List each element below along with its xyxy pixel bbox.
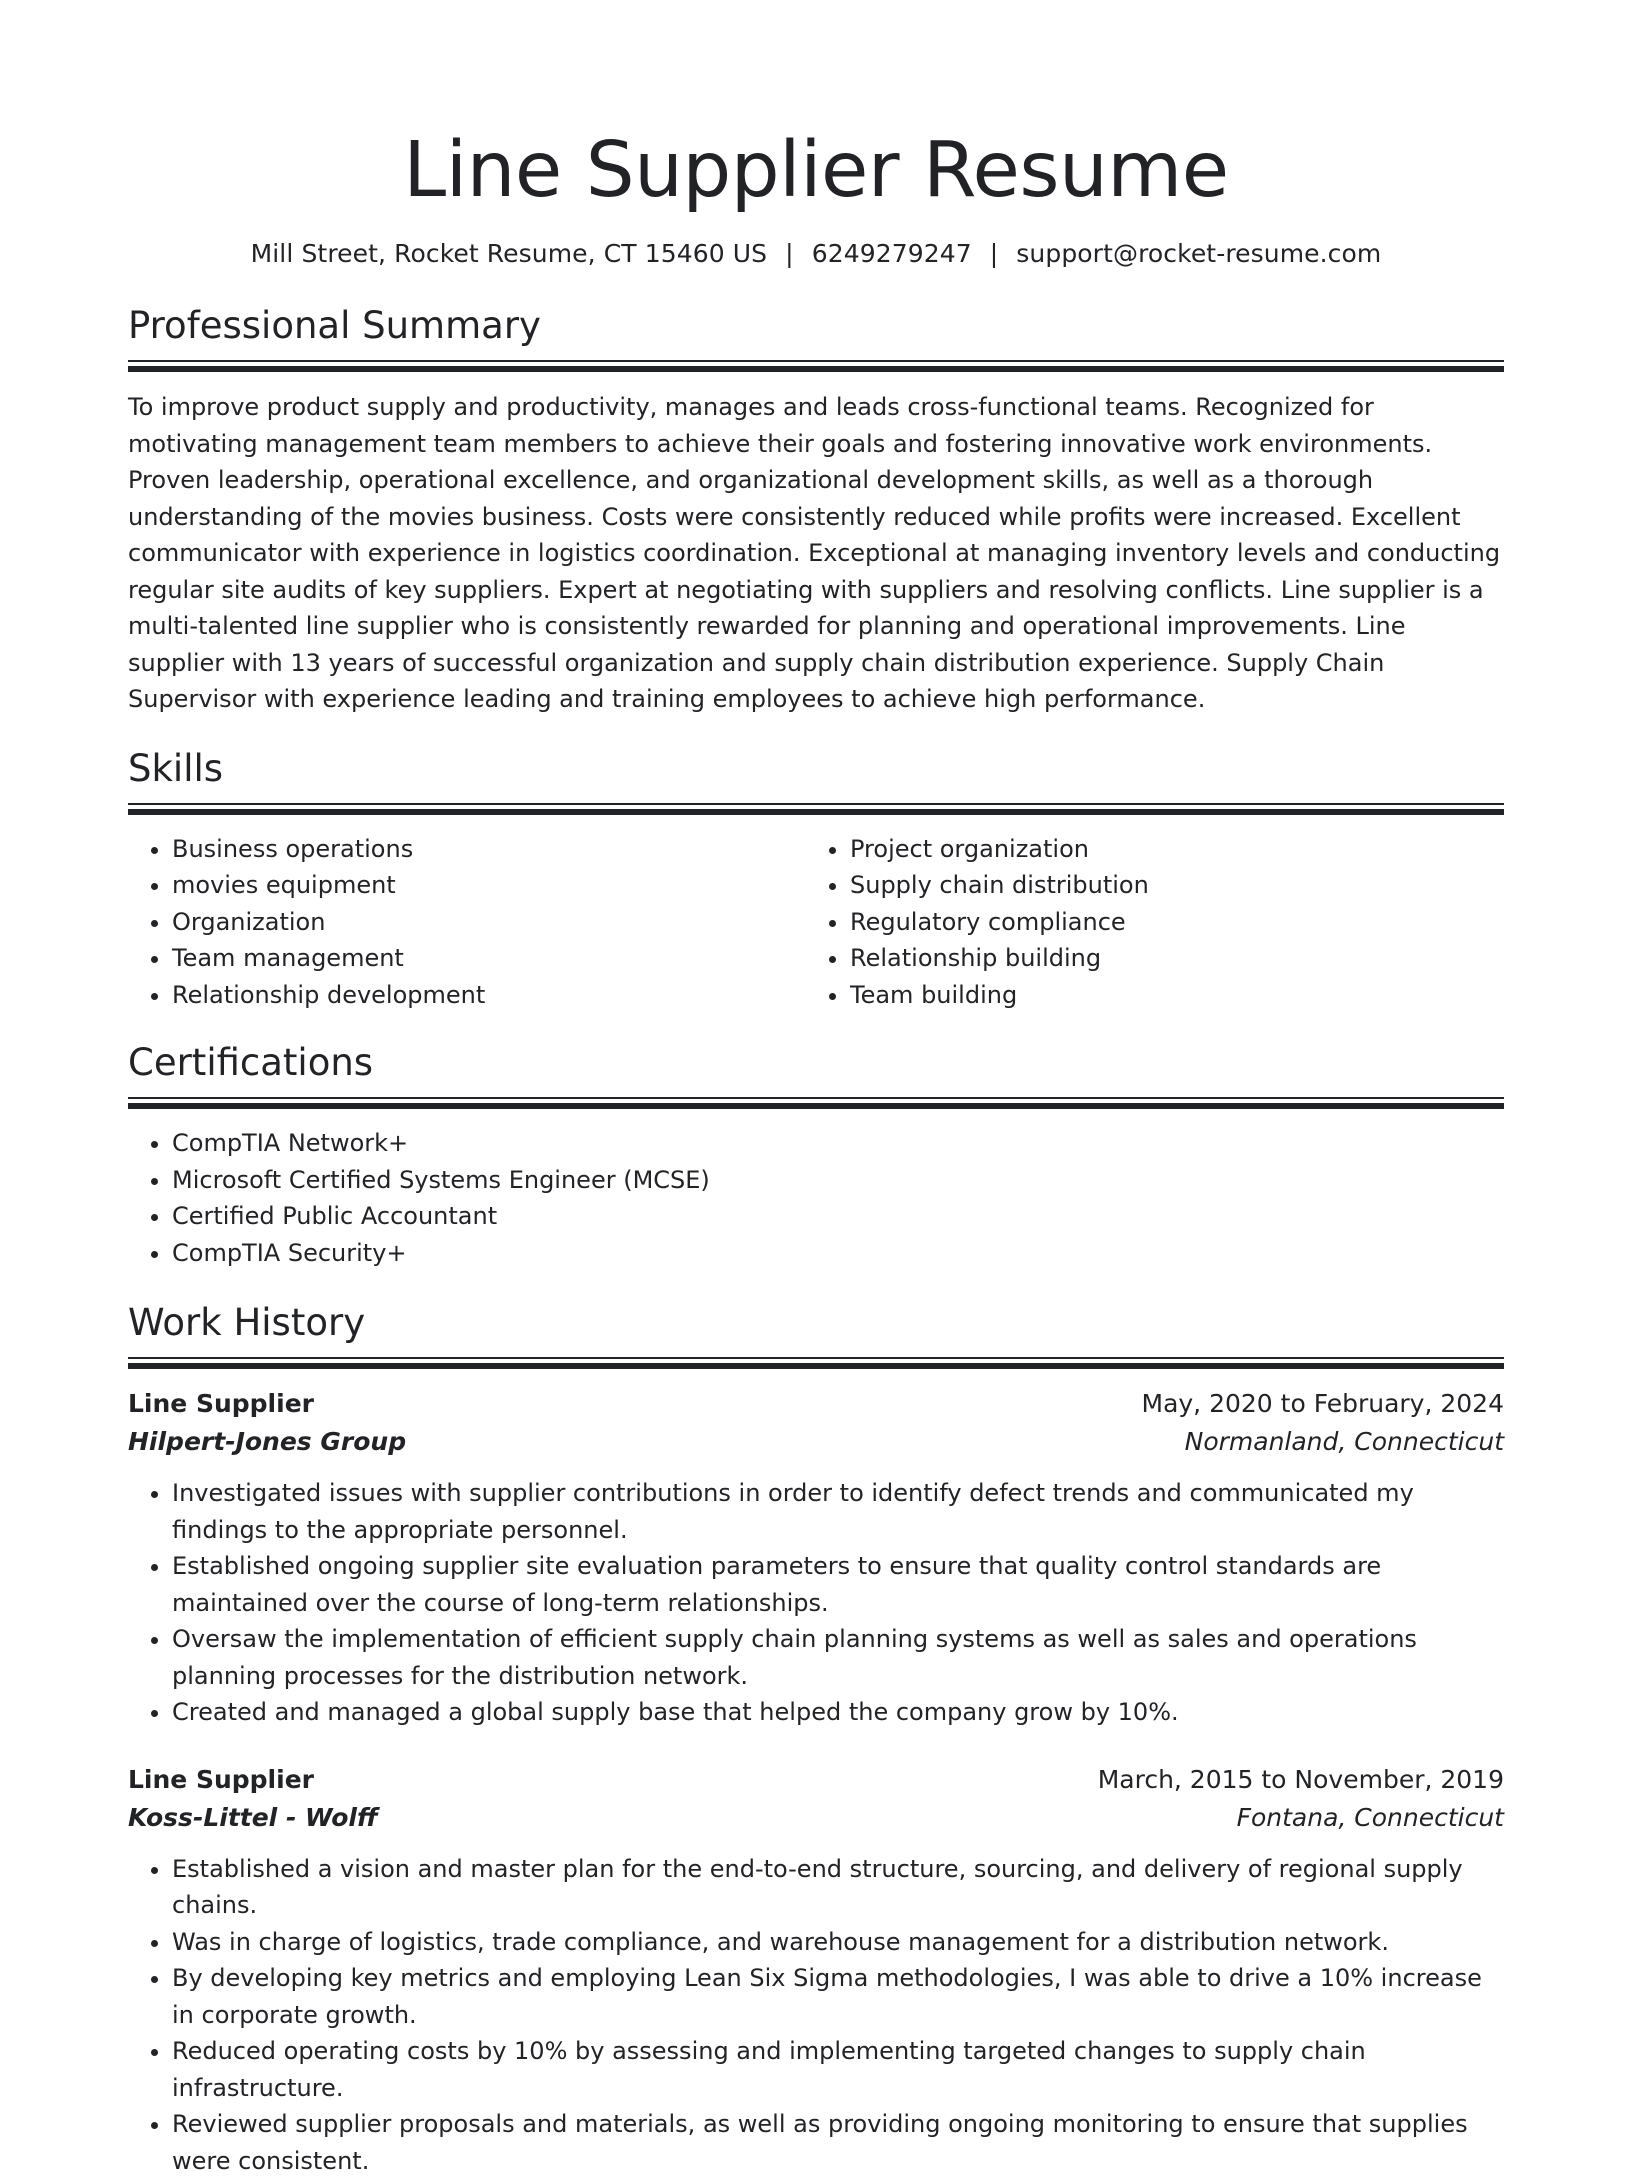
list-item: • Was in charge of logistics, trade compliance, and warehouse management for a distribution network.	[172, 1924, 1504, 1961]
contact-line	[128, 238, 1504, 270]
skills-column-left	[128, 831, 806, 1014]
list-item: • Microsoft Certified Systems Engineer (MCSE)	[172, 1162, 1504, 1199]
list-item: • Business operations	[172, 831, 806, 868]
list-item: • Investigated issues with supplier contributions in order to identify defect trends and communicated my findings to the appropriate personnel.	[172, 1475, 1504, 1548]
contact-email[interactable]: support@rocket-resume.com	[1016, 239, 1381, 268]
section-divider	[128, 360, 1504, 372]
list-item: • CompTIA Security+	[172, 1235, 1504, 1272]
section-heading-work-history: Work History	[128, 1300, 1504, 1346]
list-item: • CompTIA Network+	[172, 1125, 1504, 1162]
contact-phone[interactable]: 6249279247	[812, 239, 972, 268]
job-subheader	[128, 1799, 1504, 1837]
contact-address: Mill Street, Rocket Resume, CT 15460 US	[251, 239, 768, 268]
list-item: • movies equipment	[172, 867, 806, 904]
skills-column-right	[806, 831, 1484, 1014]
list-item: • Relationship development	[172, 977, 806, 1014]
job-company: Koss-Littel - Wolff	[128, 1799, 378, 1837]
section-heading-summary: Professional Summary	[128, 303, 1504, 349]
list-item: • Team building	[850, 977, 1484, 1014]
job-bullets	[128, 1475, 1504, 1731]
list-item: • Certified Public Accountant	[172, 1198, 1504, 1235]
job-entry	[128, 1385, 1504, 1731]
job-dates: May, 2020 to February, 2024	[1142, 1385, 1505, 1423]
section-heading-certifications: Certifications	[128, 1040, 1504, 1086]
job-location: Normanland, Connecticut	[1185, 1423, 1504, 1461]
job-entry	[128, 1761, 1504, 2179]
list-item: • By developing key metrics and employing Lean Six Sigma methodologies, I was able to drive a 10% increase in corporate growth.	[172, 1960, 1504, 2033]
job-company: Hilpert-Jones Group	[128, 1423, 406, 1461]
list-item: • Reduced operating costs by 10% by assessing and implementing targeted changes to supply chain infrastructure.	[172, 2033, 1504, 2106]
section-divider	[128, 803, 1504, 815]
summary-section	[128, 303, 1504, 718]
skills-grid	[128, 831, 1504, 1014]
job-dates: March, 2015 to November, 2019	[1098, 1761, 1504, 1799]
section-divider	[128, 1357, 1504, 1369]
certifications-list	[128, 1125, 1504, 1271]
section-divider	[128, 1097, 1504, 1109]
job-location: Fontana, Connecticut	[1237, 1799, 1504, 1837]
resume-page	[128, 0, 1504, 2179]
job-title: Line Supplier	[128, 1761, 314, 1799]
list-item: • Reviewed supplier proposals and materials, as well as providing ongoing monitoring to ensure that supplies were consistent.	[172, 2106, 1504, 2179]
list-item: • Organization	[172, 904, 806, 941]
job-bullets	[128, 1851, 1504, 2179]
list-item: • Regulatory compliance	[850, 904, 1484, 941]
contact-separator: |	[990, 238, 999, 270]
list-item: • Team management	[172, 940, 806, 977]
list-item: • Project organization	[850, 831, 1484, 868]
skills-section	[128, 746, 1504, 1014]
certifications-section	[128, 1040, 1504, 1271]
list-item: • Oversaw the implementation of efficient supply chain planning systems as well as sales and operations planning processes for the distribution network.	[172, 1621, 1504, 1694]
list-item: • Established a vision and master plan for the end-to-end structure, sourcing, and delivery of regional supply chains.	[172, 1851, 1504, 1924]
job-header	[128, 1385, 1504, 1423]
job-header	[128, 1761, 1504, 1799]
summary-text: To improve product supply and productivity, manages and leads cross-functional teams. Recognized for motivating management team members to achieve their goals and fostering innovative work environments. Proven leadership, operational excellence, and organizational development skills, as well as a thorough understanding of the movies business. Costs were consistently reduced while profits were increased. Excellent communicator with experience in logistics coordination. Exceptional at managing inventory levels and conducting regular site audits of key suppliers. Expert at negotiating with suppliers and resolving conflicts. Line supplier is a multi-talented line supplier who is consistently rewarded for planning and operational improvements. Line supplier with 13 years of successful organization and supply chain distribution experience. Supply Chain Supervisor with experience leading and training employees to achieve high performance.	[128, 389, 1504, 718]
list-item: • Supply chain distribution	[850, 867, 1484, 904]
work-history-section	[128, 1300, 1504, 2179]
job-title: Line Supplier	[128, 1385, 314, 1423]
contact-separator: |	[785, 238, 794, 270]
list-item: • Established ongoing supplier site evaluation parameters to ensure that quality control standards are maintained over the course of long-term relationships.	[172, 1548, 1504, 1621]
skills-list-right	[806, 831, 1484, 1014]
job-subheader	[128, 1423, 1504, 1461]
list-item: • Relationship building	[850, 940, 1484, 977]
skills-list-left	[128, 831, 806, 1014]
list-item: • Created and managed a global supply base that helped the company grow by 10%.	[172, 1694, 1504, 1731]
page-title: Line Supplier Resume	[128, 121, 1504, 221]
section-heading-skills: Skills	[128, 746, 1504, 792]
